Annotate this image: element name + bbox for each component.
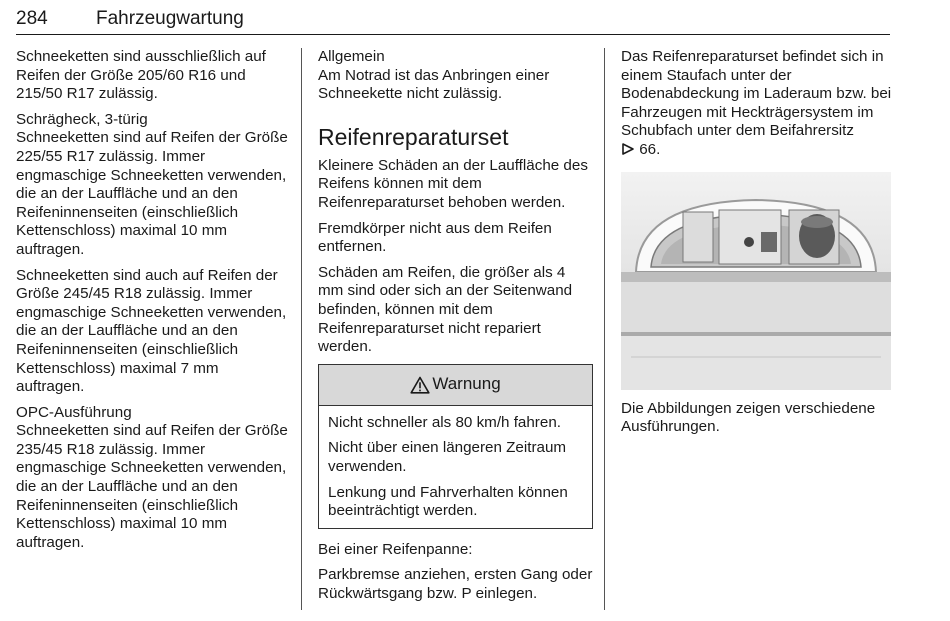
paragraph: Parkbremse anziehen, ersten Gang oder Rückwärtsgang bzw. P einlegen. xyxy=(318,566,593,602)
column-middle xyxy=(318,48,593,610)
warning-triangle-icon xyxy=(410,376,430,394)
page-title: Fahrzeugwartung xyxy=(96,8,244,29)
warning-header xyxy=(319,365,592,406)
warning-body xyxy=(319,406,592,521)
page-reference-number: 66. xyxy=(639,140,661,158)
page-header xyxy=(16,6,890,35)
warning-title: Warnung xyxy=(432,374,501,394)
paragraph xyxy=(621,48,893,160)
column-left xyxy=(16,48,288,559)
page-number: 284 xyxy=(16,8,48,29)
arrow-reference-icon xyxy=(621,142,635,156)
page-reference-link[interactable] xyxy=(621,141,660,158)
paragraph: Fremdkörper nicht aus dem Reifen entfernen. xyxy=(318,219,552,256)
paragraph: Kleinere Schäden an der Lauffläche des Reifens können mit dem Reifenreparaturset behoben werden. xyxy=(318,156,588,211)
location-text: Das Reifenreparaturset befindet sich in einem Staufach unter der Bodenabdeckung im Laderaum bzw. bei Fahrzeugen mit Heckträgersystem im Schubfach unter dem Beifahrersitz xyxy=(621,48,892,140)
tire-repair-kit-image xyxy=(621,172,891,390)
subheading-schraegheck: Schrägheck, 3-türig xyxy=(16,110,148,128)
figure-caption: Die Abbildungen zeigen verschiedene Ausführungen. xyxy=(621,399,876,436)
paragraph: Schneeketten sind auch auf Reifen der Größe 245/45 R18 zulässig. Immer engmaschige Schneeketten verwenden, die an der Lauffläche und an den Reifeninnenseiten (einschließlich Kettenschloss) maximal 7 mm auftragen. xyxy=(16,266,287,396)
paragraph: Schneeketten sind auf Reifen der Größe 235/45 R18 zulässig. Immer engmaschige Schneeketten verwenden, die an der Lauffläche und an den Reifeninnenseiten (einschließlich Kettenschloss) maximal 10 mm auftragen. xyxy=(16,422,288,551)
warning-item: Lenkung und Fahrverhalten können beeinträchtigt werden. xyxy=(328,483,568,520)
paragraph: Bei einer Reifenpanne: xyxy=(318,540,473,558)
warning-item: Nicht schneller als 80 km/h fahren. xyxy=(328,413,561,431)
column-right xyxy=(621,48,893,444)
subheading-opc: OPC-Ausführung xyxy=(16,403,132,421)
paragraph: Schäden am Reifen, die größer als 4 mm sind oder sich an der Seitenwand befinden, können mit dem Reifenreparaturset nicht repariert werden. xyxy=(318,263,573,356)
paragraph: Schneeketten sind auf Reifen der Größe 225/55 R17 zulässig. Immer engmaschige Schneeketten verwenden, die an der Lauffläche und an den Reifeninnenseiten (einschließlich Kettenschloss) maximal 10 mm auftragen. xyxy=(16,129,288,258)
paragraph: Am Notrad ist das Anbringen einer Schneekette nicht zulässig. xyxy=(318,66,550,103)
intro-paragraph: Schneeketten sind ausschließlich auf Reifen der Größe 205/60 R16 und 215/50 R17 zulässig. xyxy=(16,48,266,103)
warning-box xyxy=(318,364,593,529)
column-divider xyxy=(604,48,605,610)
column-divider xyxy=(301,48,302,610)
subheading-allgemein: Allgemein xyxy=(318,48,385,65)
warning-item: Nicht über einen längeren Zeitraum verwenden. xyxy=(328,439,567,475)
section-title: Reifenreparaturset xyxy=(318,123,509,150)
